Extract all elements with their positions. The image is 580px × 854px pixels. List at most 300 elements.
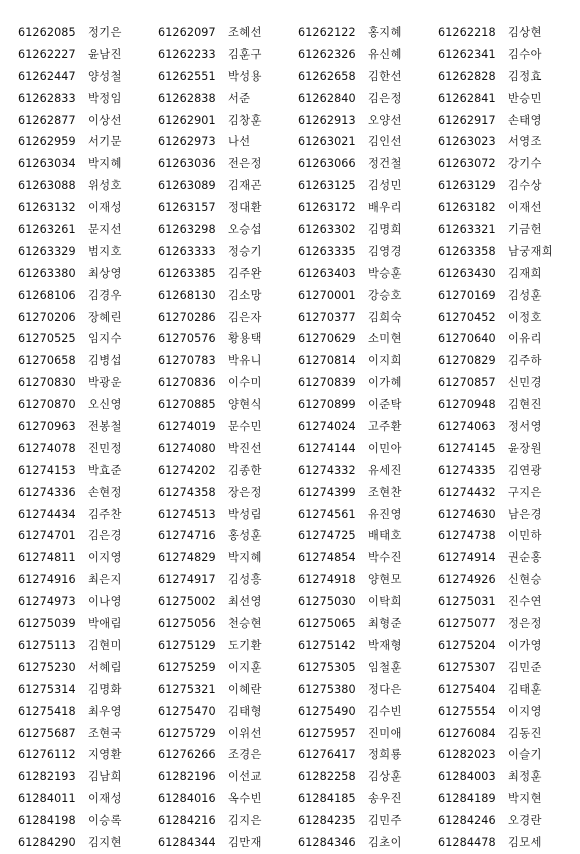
student-id: 61282196 [158,770,216,784]
student-id: 61274811 [18,551,76,565]
student-name: 배우리 [368,201,402,215]
student-name: 김훈구 [228,47,262,61]
student-id: 61274332 [298,463,356,477]
student-id: 61270830 [18,376,76,390]
student-id: 61262973 [158,135,216,149]
student-name: 김지은 [228,814,262,828]
student-id: 61274701 [18,529,76,543]
student-name: 김모세 [508,835,542,849]
student-id: 61284246 [438,814,496,828]
student-id: 61282023 [438,748,496,762]
student-id: 61275259 [158,660,216,674]
student-name: 이지희 [368,354,402,368]
student-name: 손현정 [88,485,122,499]
roster-row [0,723,580,745]
student-name: 김민준 [508,660,542,674]
student-name: 범지호 [88,244,122,258]
student-id: 61270885 [158,398,216,412]
roster-row [0,744,580,766]
student-name: 임지수 [88,332,122,346]
student-name: 전봉철 [88,420,122,434]
student-id: 61274432 [438,485,496,499]
student-name: 최선영 [228,595,262,609]
student-name: 이선교 [228,770,262,784]
student-id: 61270836 [158,376,216,390]
student-name: 신현승 [508,573,542,587]
student-name: 김소망 [228,288,262,302]
student-id: 61270206 [18,310,76,324]
student-name: 정서영 [508,420,542,434]
student-id: 61270001 [298,288,356,302]
student-id: 61270377 [298,310,356,324]
student-id: 61262551 [158,69,216,83]
student-id: 61262085 [18,26,76,39]
student-name: 이유리 [508,332,542,346]
student-id: 61275307 [438,660,496,674]
student-name: 박지혜 [228,551,262,565]
roster-row [0,766,580,788]
student-name: 조경은 [228,748,262,762]
student-name: 서혜림 [88,660,122,674]
student-id: 61275077 [438,617,496,631]
student-name: 김초이 [368,835,402,849]
student-id: 61262840 [298,91,356,105]
student-name: 박수진 [368,551,402,565]
student-name: 김상훈 [368,770,402,784]
student-id: 61275129 [158,638,216,652]
roster-row [0,263,580,285]
student-id: 61275142 [298,638,356,652]
student-id: 61274918 [298,573,356,587]
student-id: 61270629 [298,332,356,346]
student-name: 양현모 [368,573,402,587]
student-name: 조혜선 [228,26,262,39]
student-name: 황용택 [228,332,262,346]
student-name: 김현진 [508,398,542,412]
roster-row [0,591,580,613]
student-id: 61262877 [18,113,76,127]
student-name: 이승록 [88,814,122,828]
roster-row [0,285,580,307]
student-id: 61274019 [158,420,216,434]
student-name: 오양선 [368,113,402,127]
student-id: 61270857 [438,376,496,390]
student-id: 61262841 [438,91,496,105]
student-id: 61276084 [438,726,496,740]
student-name: 이재선 [508,201,542,215]
student-id: 61276417 [298,748,356,762]
roster-row [0,328,580,350]
student-name: 최우영 [88,704,122,718]
roster-row [0,788,580,810]
student-name: 김주완 [228,266,262,280]
roster-row [0,416,580,438]
student-id: 61274399 [298,485,356,499]
student-id: 61274716 [158,529,216,543]
student-id: 61274358 [158,485,216,499]
student-id: 61263125 [298,179,356,193]
student-id: 61274335 [438,463,496,477]
student-id: 61262122 [298,26,356,39]
student-id: 61270658 [18,354,76,368]
student-name: 이재성 [88,201,122,215]
roster-row [0,460,580,482]
student-id: 61274434 [18,507,76,521]
roster-list [0,22,580,854]
roster-row [0,613,580,635]
roster-row [0,679,580,701]
student-name: 옥수빈 [228,792,262,806]
roster-row [0,438,580,460]
student-id: 61275380 [298,682,356,696]
student-name: 정기은 [88,26,122,39]
student-id: 61275957 [298,726,356,740]
student-name: 진미애 [368,726,402,740]
student-id: 61263321 [438,223,496,237]
student-id: 61284003 [438,770,496,784]
student-name: 김상현 [508,26,542,39]
student-name: 신민경 [508,376,542,390]
student-name: 남궁재희 [508,244,554,258]
student-name: 양성철 [88,69,122,83]
student-id: 61284235 [298,814,356,828]
student-id: 61282193 [18,770,76,784]
student-name: 이지영 [508,704,542,718]
student-id: 61263385 [158,266,216,280]
student-id: 61284185 [298,792,356,806]
student-id: 61262658 [298,69,356,83]
student-id: 61274202 [158,463,216,477]
student-name: 강승호 [368,288,402,302]
student-name: 유진영 [368,507,402,521]
roster-row [0,525,580,547]
student-name: 이재성 [88,792,122,806]
roster-row [0,635,580,657]
student-id: 61275470 [158,704,216,718]
student-name: 윤장원 [508,441,542,455]
student-id: 61274917 [158,573,216,587]
roster-row [0,44,580,66]
student-name: 홍성훈 [228,529,262,543]
student-id: 61274153 [18,463,76,477]
student-name: 김만재 [228,835,262,849]
student-name: 권순홍 [508,551,542,565]
student-name: 정승기 [228,244,262,258]
student-id: 61263088 [18,179,76,193]
student-name: 박진선 [228,441,262,455]
student-name: 유세진 [368,463,402,477]
student-id: 61263066 [298,157,356,171]
student-id: 61275113 [18,638,76,652]
roster-row [0,657,580,679]
roster-row [0,504,580,526]
student-name: 전은정 [228,157,262,171]
student-id: 61284198 [18,814,76,828]
student-id: 61276112 [18,748,76,762]
roster-row [0,175,580,197]
student-id: 61262447 [18,69,76,83]
student-name: 김재희 [508,266,542,280]
student-name: 박성용 [228,69,262,83]
student-id: 61262833 [18,91,76,105]
roster-row [0,810,580,832]
student-name: 김현미 [88,638,122,652]
student-id: 61263335 [298,244,356,258]
student-id: 61274145 [438,441,496,455]
student-id: 61284478 [438,835,496,849]
student-name: 구지은 [508,485,542,499]
student-name: 손태영 [508,113,542,127]
student-id: 61262901 [158,113,216,127]
student-name: 김수빈 [368,704,402,718]
student-id: 61274738 [438,529,496,543]
student-name: 김재곤 [228,179,262,193]
student-name: 진민정 [88,441,122,455]
student-id: 61275002 [158,595,216,609]
roster-row [0,350,580,372]
student-id: 61275554 [438,704,496,718]
student-id: 61262233 [158,47,216,61]
student-name: 장은정 [228,485,262,499]
student-id: 61263333 [158,244,216,258]
student-name: 이슬기 [508,748,542,762]
student-name: 이민아 [368,441,402,455]
student-id: 61274078 [18,441,76,455]
student-name: 김영경 [368,244,402,258]
student-id: 61263329 [18,244,76,258]
student-name: 배태호 [368,529,402,543]
student-id: 61263034 [18,157,76,171]
student-name: 최형준 [368,617,402,631]
student-name: 김성흥 [228,573,262,587]
student-id: 61284346 [298,835,356,849]
student-id: 61275314 [18,682,76,696]
student-name: 이지영 [88,551,122,565]
student-id: 61263403 [298,266,356,280]
student-id: 61262326 [298,47,356,61]
student-name: 문지선 [88,223,122,237]
student-id: 61270783 [158,354,216,368]
student-id: 61274926 [438,573,496,587]
student-id: 61263261 [18,223,76,237]
student-name: 김남희 [88,770,122,784]
roster-row [0,241,580,263]
student-id: 61275490 [298,704,356,718]
roster-row [0,394,580,416]
student-name: 김태형 [228,704,262,718]
student-name: 도기환 [228,638,262,652]
student-name: 김인선 [368,135,402,149]
student-id: 61263298 [158,223,216,237]
student-id: 61270829 [438,354,496,368]
student-name: 오경란 [508,814,542,828]
student-name: 이지훈 [228,660,262,674]
student-name: 김연광 [508,463,542,477]
student-id: 61274725 [298,529,356,543]
student-name: 김은정 [368,91,402,105]
student-name: 박성림 [228,507,262,521]
student-id: 61284016 [158,792,216,806]
student-id: 61270814 [298,354,356,368]
student-id: 61270286 [158,310,216,324]
roster-row [0,701,580,723]
student-id: 61270169 [438,288,496,302]
student-name: 소미현 [368,332,402,346]
student-name: 강기수 [508,157,542,171]
student-id: 61274080 [158,441,216,455]
student-name: 김태훈 [508,682,542,696]
student-name: 최상영 [88,266,122,280]
student-id: 61275729 [158,726,216,740]
roster-row [0,569,580,591]
roster-row [0,197,580,219]
student-id: 61263380 [18,266,76,280]
roster-row [0,131,580,153]
student-id: 61263072 [438,157,496,171]
roster-row [0,66,580,88]
student-id: 61275418 [18,704,76,718]
student-id: 61274854 [298,551,356,565]
student-name: 지영환 [88,748,122,762]
student-name: 이민하 [508,529,542,543]
student-id: 61263172 [298,201,356,215]
student-name: 기금헌 [508,223,542,237]
student-name: 김희숙 [368,310,402,324]
student-name: 박지혜 [88,157,122,171]
student-id: 61263182 [438,201,496,215]
student-id: 61275039 [18,617,76,631]
student-name: 이혜란 [228,682,262,696]
student-id: 61268106 [18,288,76,302]
student-id: 61275030 [298,595,356,609]
student-id: 61270948 [438,398,496,412]
student-name: 서준 [228,91,251,105]
student-id: 61262917 [438,113,496,127]
student-id: 61262341 [438,47,496,61]
student-name: 박광운 [88,376,122,390]
student-name: 김수아 [508,47,542,61]
student-name: 최정훈 [508,770,542,784]
student-name: 김종한 [228,463,262,477]
roster-row [0,372,580,394]
student-name: 진수연 [508,595,542,609]
student-id: 61263021 [298,135,356,149]
student-name: 김주찬 [88,507,122,521]
student-name: 반승민 [508,91,542,105]
student-id: 61262218 [438,26,496,39]
student-id: 61263157 [158,201,216,215]
student-id: 61274916 [18,573,76,587]
student-name: 고주환 [368,420,402,434]
student-id: 61263023 [438,135,496,149]
student-name: 김병섭 [88,354,122,368]
student-name: 박지현 [508,792,542,806]
student-id: 61263129 [438,179,496,193]
student-name: 최은지 [88,573,122,587]
student-name: 위성호 [88,179,122,193]
student-name: 김지현 [88,835,122,849]
student-name: 김창훈 [228,113,262,127]
student-id: 61274144 [298,441,356,455]
student-name: 장혜린 [88,310,122,324]
student-name: 정희룡 [368,748,402,762]
student-name: 이위선 [228,726,262,740]
student-id: 61274829 [158,551,216,565]
student-name: 윤남진 [88,47,122,61]
student-id: 61284290 [18,835,76,849]
student-name: 김성훈 [508,288,542,302]
student-name: 문수민 [228,420,262,434]
student-id: 61275031 [438,595,496,609]
student-id: 61275305 [298,660,356,674]
student-name: 조현국 [88,726,122,740]
student-id: 61275230 [18,660,76,674]
student-id: 61262838 [158,91,216,105]
student-id: 61270899 [298,398,356,412]
student-id: 61274561 [298,507,356,521]
roster-row [0,547,580,569]
student-name: 이수미 [228,376,262,390]
student-name: 나선 [228,135,251,149]
student-id: 61282258 [298,770,356,784]
student-name: 조현찬 [368,485,402,499]
student-name: 김명화 [88,682,122,696]
student-id: 61262959 [18,135,76,149]
student-id: 61270576 [158,332,216,346]
student-id: 61263036 [158,157,216,171]
student-name: 박승훈 [368,266,402,280]
student-id: 61270640 [438,332,496,346]
student-name: 정은정 [508,617,542,631]
student-name: 유신혜 [368,47,402,61]
student-id: 61263132 [18,201,76,215]
student-name: 김정효 [508,69,542,83]
student-id: 61274914 [438,551,496,565]
student-name: 이준탁 [368,398,402,412]
student-id: 61274063 [438,420,496,434]
student-name: 김주하 [508,354,542,368]
student-id: 61270870 [18,398,76,412]
student-id: 61262227 [18,47,76,61]
student-id: 61284344 [158,835,216,849]
student-name: 박유니 [228,354,262,368]
student-id: 61275065 [298,617,356,631]
student-name: 남은경 [508,507,542,521]
student-id: 61274630 [438,507,496,521]
student-id: 61270839 [298,376,356,390]
student-id: 61274513 [158,507,216,521]
student-id: 61263358 [438,244,496,258]
student-name: 이가혜 [368,376,402,390]
student-name: 김동진 [508,726,542,740]
student-name: 정건철 [368,157,402,171]
student-id: 61275404 [438,682,496,696]
student-name: 김수상 [508,179,542,193]
student-id: 61262828 [438,69,496,83]
student-id: 61270525 [18,332,76,346]
student-name: 박재형 [368,638,402,652]
student-name: 박정임 [88,91,122,105]
student-id: 61268130 [158,288,216,302]
student-id: 61262097 [158,26,216,39]
student-name: 김명희 [368,223,402,237]
roster-row [0,832,580,854]
student-id: 61274973 [18,595,76,609]
student-name: 김한선 [368,69,402,83]
student-id: 61263430 [438,266,496,280]
roster-row [0,153,580,175]
student-name: 이나영 [88,595,122,609]
